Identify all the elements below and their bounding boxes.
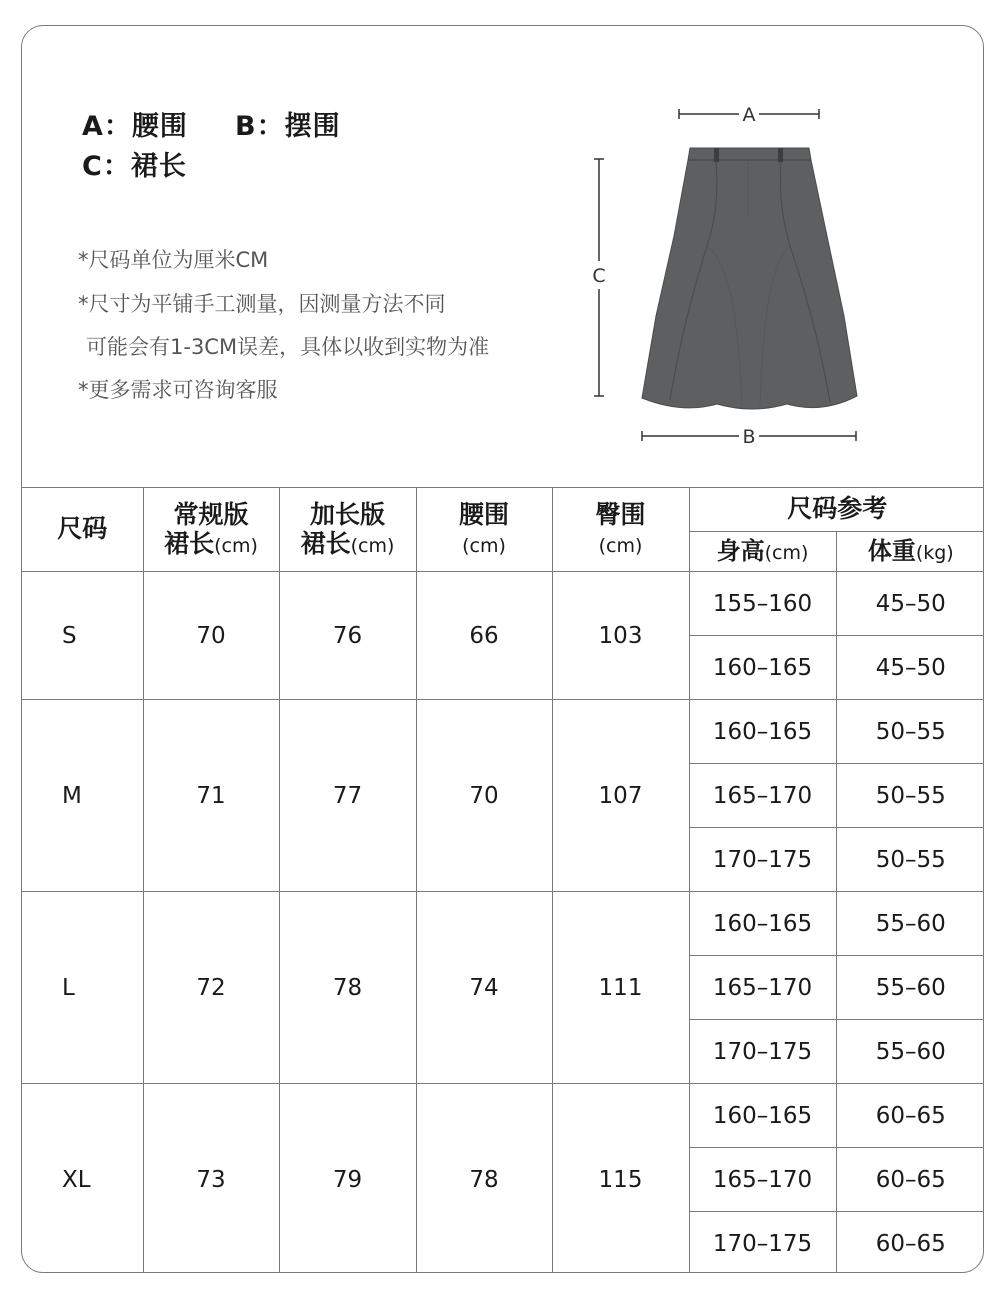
height-cell: 160–165: [689, 700, 836, 764]
long-length-cell: 78: [279, 892, 416, 1084]
waist-cell: 70: [416, 700, 552, 892]
dimension-c: [592, 159, 605, 396]
header-regular-length-line2: 裙长: [164, 528, 215, 558]
header-long-length-line1: 加长版: [309, 499, 385, 529]
table-row: [22, 892, 984, 956]
legend-b: [235, 104, 341, 143]
header-regular-length-unit: (cm): [214, 534, 258, 557]
legend-b-key: B：: [235, 111, 285, 142]
regular-length-cell: 70: [143, 572, 279, 700]
table-row: [22, 572, 984, 636]
header-hip: [552, 488, 689, 572]
header-waist-unit: (cm): [462, 534, 506, 557]
weight-cell: 55–60: [836, 956, 984, 1020]
header-long-length: [279, 488, 416, 572]
note-measure-method: *尺寸为平铺手工测量，因测量方法不同: [78, 292, 446, 316]
size-cell: XL: [22, 1084, 143, 1274]
long-length-cell: 76: [279, 572, 416, 700]
dimension-a: [679, 104, 819, 126]
height-cell: 165–170: [689, 956, 836, 1020]
weight-cell: 55–60: [836, 1020, 984, 1084]
regular-length-cell: 73: [143, 1084, 279, 1274]
height-cell: 160–165: [689, 636, 836, 700]
height-cell: 165–170: [689, 764, 836, 828]
header-row: [22, 488, 984, 532]
hip-cell: 107: [552, 700, 689, 892]
waist-cell: 66: [416, 572, 552, 700]
header-reference: 尺码参考: [689, 488, 984, 532]
long-length-cell: 77: [279, 700, 416, 892]
legend-c-key: C：: [82, 151, 131, 182]
waist-cell: 74: [416, 892, 552, 1084]
header-height: [689, 532, 836, 572]
note-unit: *尺码单位为厘米CM: [78, 248, 269, 272]
header-regular-length: [143, 488, 279, 572]
dimension-c-label: C: [592, 265, 606, 287]
table-row: [22, 1084, 984, 1148]
hip-cell: 103: [552, 572, 689, 700]
weight-cell: 50–55: [836, 700, 984, 764]
header-weight-label: 体重: [867, 536, 916, 565]
weight-cell: 55–60: [836, 892, 984, 956]
header-regular-length-line1: 常规版: [173, 499, 249, 529]
legend-a-key: A：: [82, 111, 132, 142]
size-cell: L: [22, 892, 143, 1084]
height-cell: 165–170: [689, 1148, 836, 1212]
weight-cell: 45–50: [836, 636, 984, 700]
legend-c: [82, 144, 187, 183]
dimension-b: [642, 426, 856, 448]
header-size: 尺码: [22, 488, 143, 572]
height-cell: 160–165: [689, 892, 836, 956]
header-hip-label: 臀围: [595, 499, 646, 529]
note-tolerance: 可能会有1-3CM误差，具体以收到实物为准: [86, 335, 490, 359]
dimension-a-label: A: [742, 104, 756, 126]
header-height-unit: (cm): [764, 541, 809, 564]
legend-c-label: 裙长: [130, 151, 187, 182]
waist-cell: 78: [416, 1084, 552, 1274]
height-cell: 170–175: [689, 1020, 836, 1084]
header-hip-unit: (cm): [598, 534, 643, 557]
height-cell: 170–175: [689, 828, 836, 892]
legend-b-label: 摆围: [284, 111, 341, 142]
header-waist: [416, 488, 552, 572]
legend-a: [82, 104, 188, 143]
hip-cell: 115: [552, 1084, 689, 1274]
regular-length-cell: 71: [143, 700, 279, 892]
height-cell: 155–160: [689, 572, 836, 636]
weight-cell: 60–65: [836, 1148, 984, 1212]
header-weight-unit: (kg): [915, 541, 954, 564]
height-cell: 170–175: [689, 1212, 836, 1274]
regular-length-cell: 72: [143, 892, 279, 1084]
long-length-cell: 79: [279, 1084, 416, 1274]
header-long-length-unit: (cm): [350, 534, 395, 557]
size-cell: S: [22, 572, 143, 700]
header-height-label: 身高: [716, 536, 765, 565]
table-row: [22, 700, 984, 764]
note-contact: *更多需求可咨询客服: [78, 378, 278, 402]
dimension-b-label: B: [742, 426, 756, 448]
skirt-diagram: [582, 96, 862, 466]
header-long-length-line2: 裙长: [300, 528, 351, 558]
weight-cell: 60–65: [836, 1212, 984, 1274]
header-weight: [836, 532, 984, 572]
size-chart-card: [21, 25, 984, 1273]
weight-cell: 45–50: [836, 572, 984, 636]
weight-cell: 60–65: [836, 1084, 984, 1148]
size-cell: M: [22, 700, 143, 892]
height-cell: 160–165: [689, 1084, 836, 1148]
skirt-illustration: [642, 148, 857, 409]
legend-a-label: 腰围: [131, 111, 188, 142]
weight-cell: 50–55: [836, 828, 984, 892]
header-waist-label: 腰围: [458, 499, 509, 529]
weight-cell: 50–55: [836, 764, 984, 828]
size-table: [22, 487, 984, 1273]
hip-cell: 111: [552, 892, 689, 1084]
